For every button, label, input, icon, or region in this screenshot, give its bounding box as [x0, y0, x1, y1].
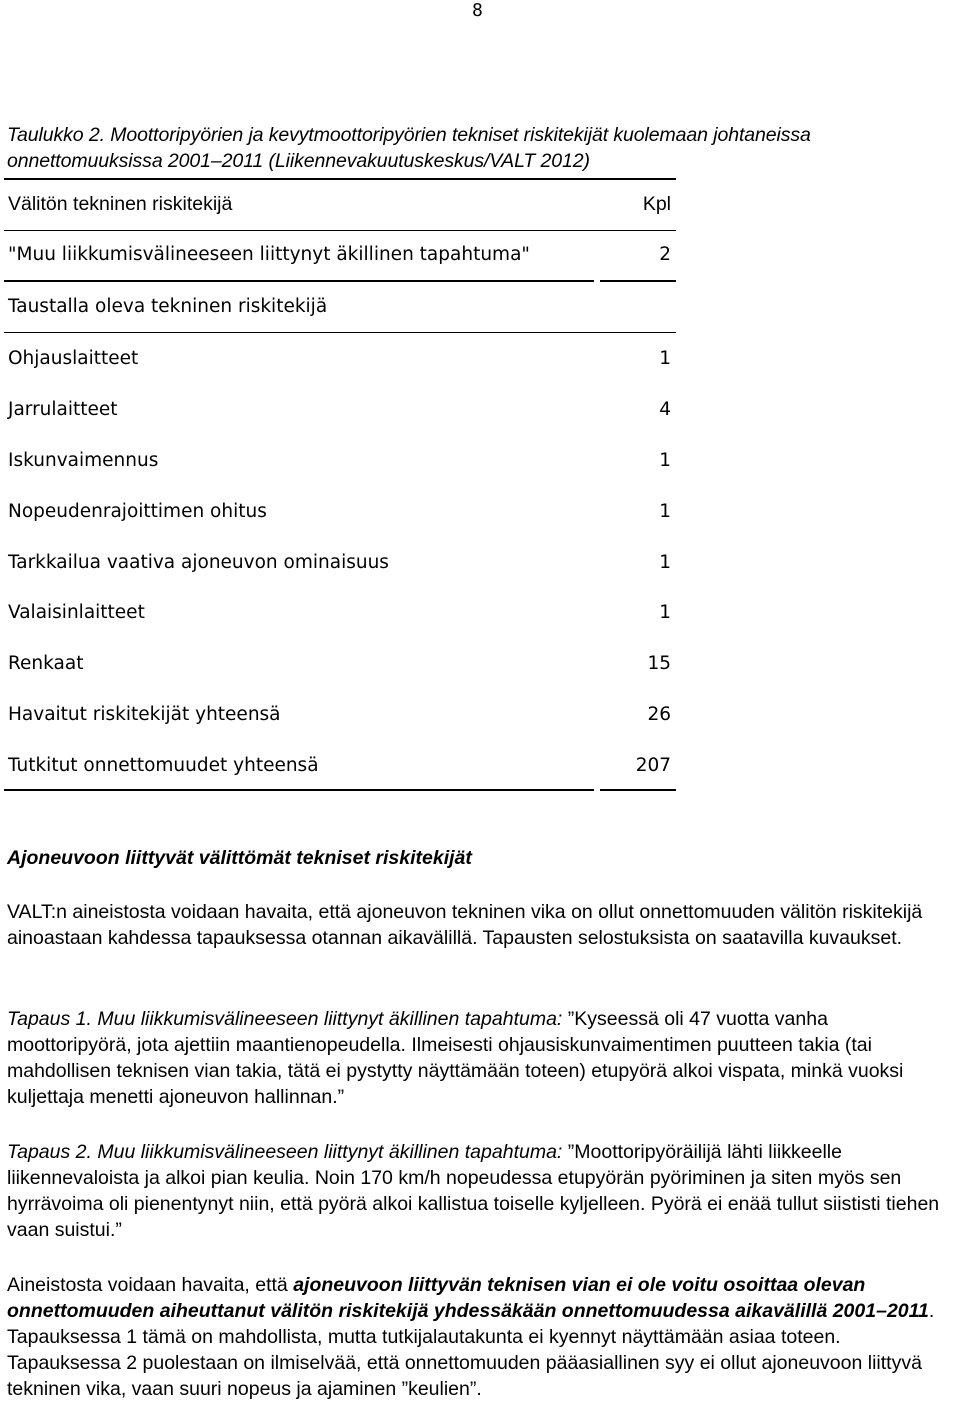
table-header-rule [4, 230, 676, 231]
table-row-value: 1 [659, 450, 671, 471]
case-1-text: ”Kyseessä oli 47 vuotta vanha moottoripyörä, jota ajettiin maantienopeudella. Ilmeisesti ohjausiskunvaimentimen puutteen takia (tai mahdollisen teknisen vian takia, tätä ei pystytty näyttämään toteen) etupyörä alkoi vispata, minkä vuoksi kuljettaja menetti ajoneuvon hallinnan.” [7, 1008, 904, 1108]
table-direct-label: "Muu liikkumisvälineeseen liittynyt äkillinen tapahtuma" [8, 244, 530, 265]
table-row-label: Nopeudenrajoittimen ohitus [8, 501, 267, 522]
table-header-label: Välitön tekninen riskitekijä [8, 193, 233, 215]
case-2-paragraph [7, 1139, 957, 1243]
conclusion-lead: Aineistosta voidaan havaita, että [7, 1274, 288, 1296]
table-row [8, 751, 671, 781]
table-row-label: Renkaat [8, 653, 84, 674]
case-1-lead: Tapaus 1. [7, 1008, 92, 1030]
table-header-row [8, 189, 671, 219]
table-subheader-rule [4, 332, 676, 333]
case-1-title: Muu liikkumisvälineeseen liittynyt äkillinen tapahtuma: [97, 1008, 563, 1030]
table-row [8, 548, 671, 578]
conclusion-bold: ajoneuvoon liittyvän teknisen vian ei ole voitu osoittaa olevan onnettomuuden aiheuttanut välitön riskitekijä yhdessäkään onnettomuudessa aikavälillä 2001–2011 [7, 1274, 929, 1322]
conclusion-paragraph [7, 1272, 957, 1402]
section-heading: Ajoneuvoon liittyvät välittömät tekniset riskitekijät [7, 847, 472, 869]
case-2-lead: Tapaus 2. [7, 1141, 92, 1163]
table-row-value: 1 [659, 501, 671, 522]
case-2-title: Muu liikkumisvälineeseen liittynyt äkillinen tapahtuma: [97, 1141, 563, 1163]
table-row [8, 649, 671, 679]
table-bottom-rule-right [600, 789, 676, 791]
table-row [8, 395, 671, 425]
page-number: 8 [472, 0, 483, 21]
table-section-rule-left [4, 280, 594, 282]
table-row-value: 1 [659, 348, 671, 369]
table-row-label: Iskunvaimennus [8, 450, 159, 471]
table-top-rule [4, 178, 676, 180]
table-row-label: Tarkkailua vaativa ajoneuvon ominaisuus [8, 552, 389, 573]
conclusion-rest: . Tapauksessa 1 tämä on mahdollista, mutta tutkijalautakunta ei kyennyt näyttämään asiaa toteen. Tapauksessa 2 puolestaan on ilmiselvää, että onnettomuuden pääasiallinen syy ei ollut ajoneuvoon liittyvä tekninen vika, vaan suuri nopeus ja ajaminen ”keulien”. [7, 1300, 935, 1400]
table-row [8, 497, 671, 527]
table-row-label: Ohjauslaitteet [8, 348, 139, 369]
table-row-value: 207 [635, 755, 671, 776]
table-row-value: 26 [647, 704, 671, 725]
table-row-label: Jarrulaitteet [8, 399, 118, 420]
table-caption: Taulukko 2. Moottoripyörien ja kevytmoottoripyörien tekniset riskitekijät kuolemaan johtaneissa onnettomuuksissa 2001–2011 (Liikennevakuutuskeskus/VALT 2012) [7, 124, 811, 172]
table-row-label: Tutkitut onnettomuudet yhteensä [8, 755, 319, 776]
table-bottom-rule-left [4, 789, 594, 791]
table-header-value: Kpl [642, 193, 671, 215]
table-row-value: 1 [659, 552, 671, 573]
table-row-label: Havaitut riskitekijät yhteensä [8, 704, 281, 725]
table-row [8, 598, 671, 628]
table-row-label: Valaisinlaitteet [8, 602, 145, 623]
table-row [8, 446, 671, 476]
table-row [8, 700, 671, 730]
table-row-value: 4 [659, 399, 671, 420]
case-2-text: ”Moottoripyöräilijä lähti liikkeelle liikennevaloista ja alkoi pian keulia. Noin 170 km/h nopeudessa etupyörän pyöriminen ja siten myös sen hyrrävoima oli pienentynyt niin, että pyörä alkoi kallistua toiselle kyljelleen. Pyörä ei enää tullut siististi tiehen vaan suistui.” [7, 1141, 940, 1241]
table-direct-row [8, 240, 671, 270]
table-direct-value: 2 [659, 244, 671, 265]
table-background-heading: Taustalla oleva tekninen riskitekijä [8, 296, 328, 317]
table-row-value: 1 [659, 602, 671, 623]
table-row [8, 344, 671, 374]
intro-paragraph: VALT:n aineistosta voidaan havaita, että ajoneuvon tekninen vika on ollut onnettomuuden välitön riskitekijä ainoastaan kahdessa tapauksessa otannan aikavälillä. Tapausten selostuksista on saatavilla kuvaukset. [7, 901, 923, 949]
case-1-paragraph [7, 1006, 957, 1110]
table-section-rule-right [600, 280, 676, 282]
table-row-value: 15 [647, 653, 671, 674]
